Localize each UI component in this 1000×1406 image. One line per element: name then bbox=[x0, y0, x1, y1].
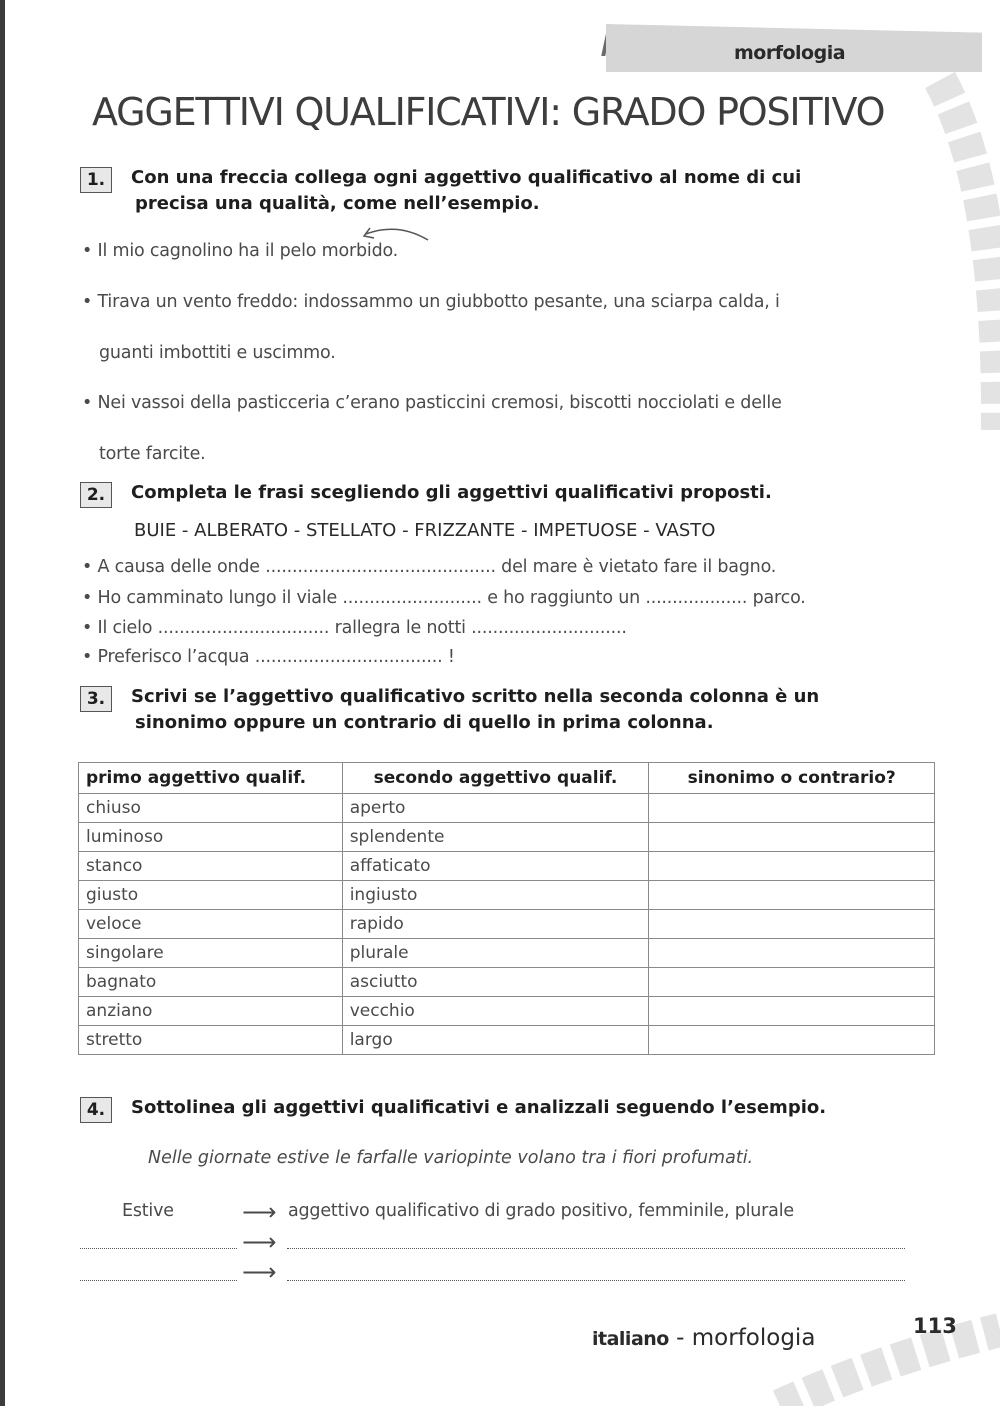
decorative-arc-top bbox=[940, 80, 998, 430]
exercise-1-instruction-line2: precisa una qualità, come nell’esempio. bbox=[135, 193, 540, 214]
exercise-2-line: • Il cielo ................................ rallegra le notti ............................. bbox=[82, 618, 627, 638]
table-cell: stretto bbox=[79, 1026, 343, 1055]
table-cell: ingiusto bbox=[342, 881, 649, 910]
exercise-4-example-sentence: Nelle giornate estive le farfalle variopinte volano tra i fiori profumati. bbox=[148, 1148, 754, 1168]
exercise-1-line: • Nei vassoi della pasticceria c’erano pasticcini cremosi, biscotti nocciolati e delle bbox=[82, 393, 782, 413]
right-arrow-icon: ⟶ bbox=[242, 1198, 277, 1226]
table-cell: luminoso bbox=[79, 823, 343, 852]
exercise-2-number: 2. bbox=[80, 482, 112, 508]
exercise-2-word-bank: BUIE - ALBERATO - STELLATO - FRIZZANTE - IMPETUOSE - VASTO bbox=[134, 520, 716, 541]
exercise-3-instruction-line2: sinonimo oppure un contrario di quello in prima colonna. bbox=[135, 712, 714, 733]
adjective-table bbox=[78, 762, 935, 1055]
answer-cell[interactable] bbox=[649, 939, 935, 968]
exercise-4-instruction: Sottolinea gli aggettivi qualificativi e analizzali seguendo l’esempio. bbox=[131, 1097, 827, 1118]
table-row bbox=[79, 910, 935, 939]
table-row bbox=[79, 1026, 935, 1055]
exercise-2-line: • A causa delle onde ........................................... del mare è vietato fare il bagno. bbox=[82, 557, 777, 577]
answer-cell[interactable] bbox=[649, 823, 935, 852]
answer-analysis-blank[interactable] bbox=[287, 1280, 905, 1281]
table-cell: asciutto bbox=[342, 968, 649, 997]
table-cell: aperto bbox=[342, 794, 649, 823]
answer-cell[interactable] bbox=[649, 1026, 935, 1055]
answer-cell[interactable] bbox=[649, 910, 935, 939]
table-header-cell: secondo aggettivo qualif. bbox=[342, 763, 649, 794]
table-row bbox=[79, 968, 935, 997]
right-arrow-icon: ⟶ bbox=[242, 1228, 277, 1256]
table-row bbox=[79, 794, 935, 823]
answer-word: Estive bbox=[122, 1201, 174, 1221]
table-row bbox=[79, 997, 935, 1026]
exercise-1-instruction-line1: Con una freccia collega ogni aggettivo qualificativo al nome di cui bbox=[131, 167, 802, 188]
table-cell: anziano bbox=[79, 997, 343, 1026]
exercise-3-number: 3. bbox=[80, 686, 112, 712]
table-row bbox=[79, 823, 935, 852]
exercise-1-number: 1. bbox=[80, 167, 112, 193]
table-cell: rapido bbox=[342, 910, 649, 939]
exercise-2-line: • Preferisco l’acqua ................................... ! bbox=[82, 647, 455, 667]
table-row bbox=[79, 852, 935, 881]
answer-cell[interactable] bbox=[649, 997, 935, 1026]
table-cell: singolare bbox=[79, 939, 343, 968]
answer-cell[interactable] bbox=[649, 794, 935, 823]
table-cell: bagnato bbox=[79, 968, 343, 997]
exercise-2-line: • Ho camminato lungo il viale .......................... e ho raggiunto un ................... parco. bbox=[82, 588, 806, 608]
table-header-row bbox=[79, 763, 935, 794]
exercise-2-instruction: Completa le frasi scegliendo gli aggettivi qualificativi proposti. bbox=[131, 482, 772, 503]
table-cell: veloce bbox=[79, 910, 343, 939]
header-tab-label: morfologia bbox=[734, 42, 846, 64]
table-header-cell: primo aggettivo qualif. bbox=[79, 763, 343, 794]
table-cell: affaticato bbox=[342, 852, 649, 881]
table-cell: stanco bbox=[79, 852, 343, 881]
right-arrow-icon: ⟶ bbox=[242, 1258, 277, 1286]
footer-subject: italiano bbox=[592, 1328, 669, 1350]
answer-analysis-blank[interactable] bbox=[287, 1248, 905, 1249]
answer-cell[interactable] bbox=[649, 852, 935, 881]
table-header-cell: sinonimo o contrario? bbox=[649, 763, 935, 794]
answer-word-blank[interactable] bbox=[80, 1248, 237, 1249]
answer-cell[interactable] bbox=[649, 968, 935, 997]
exercise-4-number: 4. bbox=[80, 1097, 112, 1123]
answer-analysis: aggettivo qualificativo di grado positivo, femminile, plurale bbox=[288, 1201, 794, 1221]
table-cell: vecchio bbox=[342, 997, 649, 1026]
exercise-1-line: guanti imbottiti e uscimmo. bbox=[99, 343, 336, 363]
page-footer bbox=[592, 1325, 815, 1351]
table-cell: chiuso bbox=[79, 794, 343, 823]
table-cell: largo bbox=[342, 1026, 649, 1055]
table-cell: giusto bbox=[79, 881, 343, 910]
exercise-1-line: • Tirava un vento freddo: indossammo un giubbotto pesante, una sciarpa calda, i bbox=[82, 292, 780, 312]
answer-word-blank[interactable] bbox=[80, 1280, 237, 1281]
table-cell: plurale bbox=[342, 939, 649, 968]
table-cell: splendente bbox=[342, 823, 649, 852]
table-row bbox=[79, 881, 935, 910]
exercise-3-instruction-line1: Scrivi se l’aggettivo qualificativo scritto nella seconda colonna è un bbox=[131, 686, 820, 707]
page-title: AGGETTIVI QUALIFICATIVI: GRADO POSITIVO bbox=[92, 90, 885, 134]
table-row bbox=[79, 939, 935, 968]
footer-topic: morfologia bbox=[691, 1325, 816, 1351]
footer-separator: - bbox=[668, 1325, 692, 1351]
exercise-1-line: • Il mio cagnolino ha il pelo morbido. bbox=[82, 241, 399, 261]
example-connector-arrow bbox=[366, 229, 428, 240]
answer-cell[interactable] bbox=[649, 881, 935, 910]
page-number: 113 bbox=[913, 1314, 957, 1338]
exercise-1-line: torte farcite. bbox=[99, 444, 206, 464]
